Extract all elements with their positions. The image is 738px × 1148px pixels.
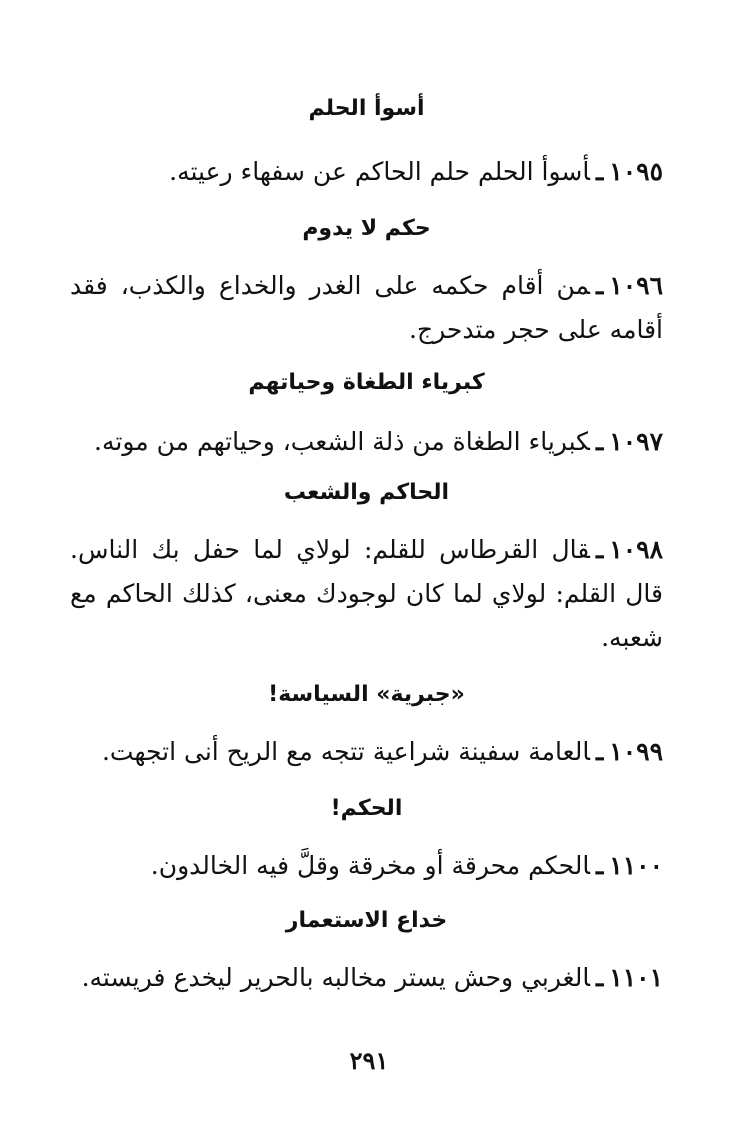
section-heading: الحكم! [330, 796, 403, 821]
entry-1095 [70, 150, 663, 194]
entry-text: من أقام حكمه على الغدر والخداع والكذب، فقد أقامه على حجر متدحرج. [70, 271, 663, 344]
entry-separator: ـ [595, 851, 604, 880]
entry-separator: ـ [595, 963, 604, 992]
entry-separator: ـ [595, 427, 604, 456]
entry-number: ١٠٩٧ [609, 427, 663, 456]
section-heading: أسوأ الحلم [308, 96, 425, 121]
entry-1101 [70, 956, 663, 1000]
section-heading: خداع الاستعمار [285, 908, 448, 933]
page-content [70, 88, 663, 1000]
entry-separator: ـ [595, 737, 604, 766]
entry-1096 [70, 264, 663, 352]
entry-1100 [70, 844, 663, 888]
entry-separator: ـ [595, 157, 604, 186]
entry-number: ١١٠١ [609, 963, 663, 992]
section-heading: «جبرية» السياسة! [268, 682, 465, 707]
entry-text: كبرياء الطغاة من ذلة الشعب، وحياتهم من موته. [94, 427, 590, 456]
entry-number: ١٠٩٨ [609, 535, 663, 564]
entry-1099 [70, 730, 663, 774]
entry-text: الغربي وحش يستر مخالبه بالحرير ليخدع فريسته. [81, 963, 590, 992]
entry-number: ١١٠٠ [609, 851, 663, 880]
page-number: ٢٩١ [349, 1046, 389, 1075]
section-heading: حكم لا يدوم [302, 216, 431, 241]
entry-text: أسوأ الحلم حلم الحاكم عن سفهاء رعيته. [169, 157, 590, 186]
section-heading: الحاكم والشعب [283, 480, 450, 505]
entry-number: ١٠٩٥ [609, 157, 663, 186]
entry-1098 [70, 528, 663, 660]
entry-number: ١٠٩٦ [609, 271, 663, 300]
entry-separator: ـ [595, 271, 604, 300]
entry-text: قال القرطاس للقلم: لولاي لما حفل بك الناس. قال القلم: لولاي لما كان لوجودك معنى، كذلك الحاكم مع شعبه. [70, 535, 663, 652]
entry-text: العامة سفينة شراعية تتجه مع الريح أنى اتجهت. [101, 737, 590, 766]
entry-text: الحكم محرقة أو مخرقة وقلَّ فيه الخالدون. [150, 851, 590, 880]
entry-1097 [70, 420, 663, 464]
entry-number: ١٠٩٩ [609, 737, 663, 766]
section-heading: كبرياء الطغاة وحياتهم [248, 370, 485, 395]
entry-separator: ـ [595, 535, 604, 564]
